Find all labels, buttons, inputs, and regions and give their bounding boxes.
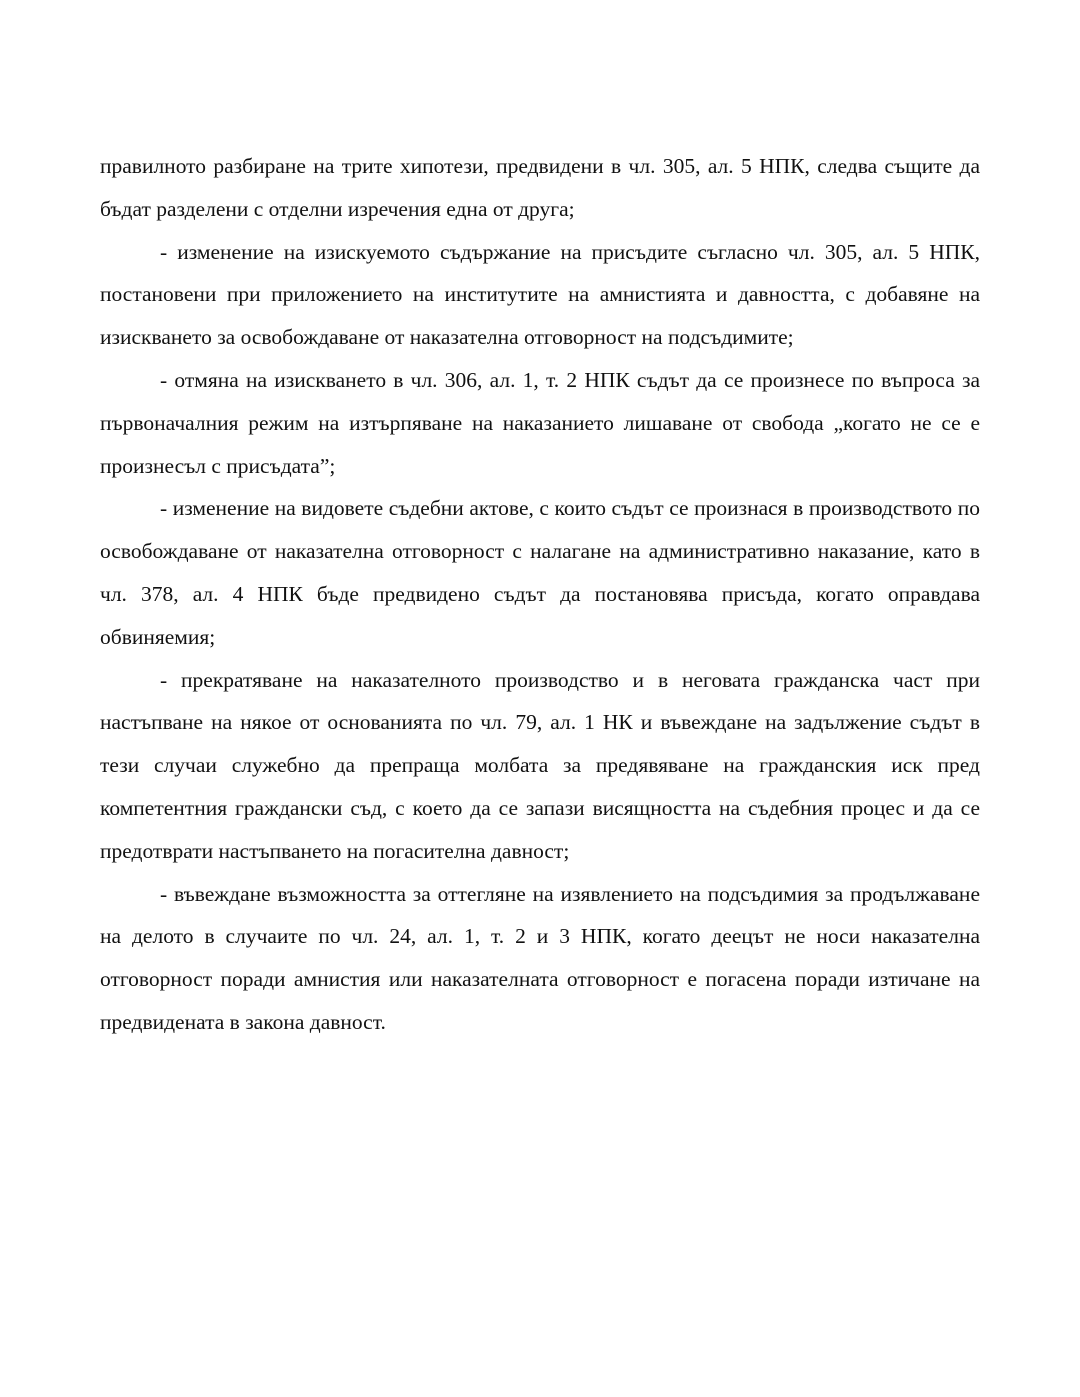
paragraph-continuation: правилното разбиране на трите хипотези, предвидени в чл. 305, ал. 5 НПК, следва същите да бъдат разделени с отделни изречения една от друга; xyxy=(100,154,980,221)
paragraph-list-item: - въвеждане възможността за оттегляне на изявлението на подсъдимия за продължаване на делото в случаите по чл. 24, ал. 1, т. 2 и 3 НПК, когато деецът не носи наказателна отговорност поради амнистия или наказателната отговорност е погасена поради изтичане на предвидената в закона давност. xyxy=(100,881,980,1034)
paragraph-list-item: - изменение на изискуемото съдържание на присъдите съгласно чл. 305, ал. 5 НПК, постановени при приложението на институтите на амнистията и давността, с добавяне на изискването за освобождаване от наказателна отговорност на подсъдимите; xyxy=(100,239,980,350)
document-body xyxy=(100,145,980,1044)
paragraph-list-item: - изменение на видовете съдебни актове, с които съдът се произнася в производството по освобождаване от наказателна отговорност с налагане на административно наказание, като в чл. 378, ал. 4 НПК бъде предвидено съдът да постановява присъда, когато оправдава обвиняемия; xyxy=(100,496,980,649)
paragraph-list-item: - отмяна на изискването в чл. 306, ал. 1, т. 2 НПК съдът да се произнесе по въпроса за първоначалния режим на изтърпяване на наказанието лишаване от свобода „когато не се е произнесъл с присъдата”; xyxy=(100,367,980,478)
paragraph-list-item: - прекратяване на наказателното производство и в неговата гражданска част при настъпване на някое от основанията по чл. 79, ал. 1 НК и въвеждане на задължение съдът в тези случаи служебно да препраща молбата за предявяване на гражданския иск пред компетентния граждански съд, с което да се запази висящността на съдебния процес и да се предотврати настъпването на погасителна давност; xyxy=(100,667,980,863)
